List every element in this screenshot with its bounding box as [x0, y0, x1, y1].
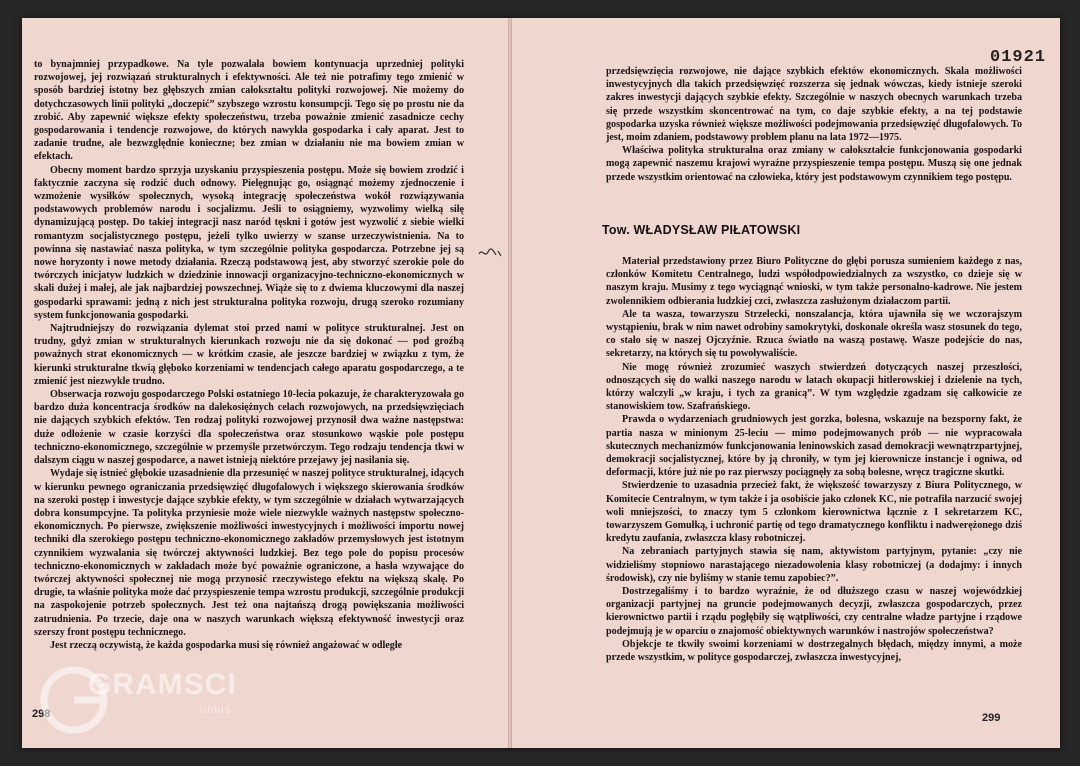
right-page-text-top	[606, 65, 1022, 184]
paragraph: Najtrudniejszy do rozwiązania dylemat stoi przed nami w polityce strukturalnej. Jest on trudny, gdyż zmian w strukturalnych kierunkach rozwoju nie da się dokonać — pod groźbą poważnych strat ekonomicznych — w krótkim czasie, ale jeszcze bardziej w związku z tym, że kierunki strukturalne tkwią głęboko korzeniami w tendencjach całego aparatu gospodarczego, a te zmienić jest niezwykle trudno.	[34, 323, 464, 387]
speaker-heading: Tow. WŁADYSŁAW PIŁATOWSKI	[602, 223, 801, 237]
paragraph: Obecny moment bardzo sprzyja uzyskaniu przyspieszenia postępu. Może się bowiem zrodzić i faktycznie zaczyna się rodzić duch odnowy. Pielęgnując go, osiągnąć możemy zjednoczenie i wzmożenie wysiłków społecznych, wysoką integrację społeczeństwa wokół rozwiązywania podstawowych problemów narodu i socjalizmu. Jeśli to osiągniemy, wyzwolimy wielką siłę dynamizującą postęp. Do takiej integracji nasz naród tęskni i gotów jest wyzwolić z siebie wielki romantyzm socjalistycznego postępu, jeżeli tylko uwierzy w szanse urzeczywistnienia. Na to powinna się nastawiać nasza polityka, w tym szczególnie polityka gospodarcza. Potrzebne jej są nowe horyzonty i nowe metody działania. Rzeczą podstawową jest, aby stworzyć szerokie pole do twórczych inicjatyw ludzkich w dziedzinie innowacji organizacyjno-techniczno-ekonomicznych w skali dużej i małej, ale jak najbardziej powszechnej. Wiąże się to z dwiema kluczowymi dla naszej gospodarki sprawami: jedną z nich jest strukturalna polityka rozwoju, drugą szeroko rozumiany system funkcjonowania gospodarki.	[34, 164, 464, 321]
right-page	[510, 18, 1060, 748]
paragraph: Obserwacja rozwoju gospodarczego Polski ostatniego 10-lecia pokazuje, że charakteryzowała go bardzo duża koncentracja środków na dalekosiężnych celach rozwojowych, na przedsięwzięciach nie dających szybkich efektów. Ten rodzaj polityki rozwojowej przynosił dwa ważne następstwa: duże odłożenie w czasie korzyści dla społeczeństwa oraz stosunkowo wąskie pole postępu techniczno-ekonomicznego, szczególnie w przemyśle przetwórczym. Tego rodzaju tendencja tkwi w dalszym ciągu w naszej gospodarce, a nawet istnieją niektóre przejawy jej nasilania się.	[34, 389, 464, 467]
paragraph: Właściwa polityka strukturalna oraz zmiany w całokształcie funkcjonowania gospodarki mogą zapewnić naszemu krajowi wyraźne przyspieszenie tempa postępu. Muszą się one jednak przede wszystkim orientować na człowieka, który jest podstawowym czynnikiem tego postępu.	[606, 145, 1022, 183]
document-spread	[22, 18, 1060, 748]
paragraph: Objekcje te tkwiły swoimi korzeniami w dostrzegalnych błędach, między innymi, a może przede wszystkim, w polityce gospodarczej, zwłaszcza inwestycyjnej,	[606, 638, 1022, 664]
paragraph: Jest rzeczą oczywistą, że każda gospodarka musi się również angażować w odległe	[50, 639, 403, 651]
paragraph: Stwierdzenie to uzasadnia przecież fakt, że większość towarzyszy z Biura Politycznego, w Komitecie Centralnym, w tym także i ja osobiście jako członek KC, nie potrafiła narzucić swojej woli mniejszości, to znaczy tym 5 członkom kierownictwa łącznie z I sekretarzem KC, towarzyszem Gomułką, i uchronić partię od tego dramatycznego konfliktu i nadwerężonego dziś kredytu zaufania, zwłaszcza klasy robotniczej.	[606, 480, 1022, 545]
left-page	[22, 18, 510, 748]
watermark-brand: GRAMSCI	[88, 668, 237, 701]
paragraph: przedsięwzięcia rozwojowe, nie dające szybkich efektów ekonomicznych. Skala możliwości inwestycyjnych dla takich przedsięwzięć rozszerza się jednak wówczas, kiedy istnieje szeroki zakres inwestycji dających szybkie efekty. Szczególnie w naszych obecnych warunkach trzeba się przede wszystkim skoncentrować na tym, co daje szybkie efekty, a na tej podstawie gospodarka uzyska również większe możliwości podejmowania przedsięwzięć długofalowych. To jest, moim zdaniem, podstawowy problem planu na lata 1972—1975.	[606, 66, 1022, 144]
paragraph: Na zebraniach partyjnych stawia się nam, aktywistom partyjnym, pytanie: „czy nie widzieliśmy stopniowo narastającego niezadowolenia klasy robotniczej (a dodajmy: i innych środowisk), czy nie byliśmy w stanie temu zapobiec?”.	[606, 546, 1022, 584]
paragraph: Dostrzegaliśmy i to bardzo wyraźnie, że od dłuższego czasu w naszej wojewódzkiej organizacji partyjnej na gruncie podejmowanych decyzji, zwłaszcza gospodarczych, przez kierownictwo partii i rządu pogłębiły się wątpliwości, czy centralne władze partyjne i rządowe podejmują je w oparciu o znajomość obiektywnych warunków i nastrojów społeczeństwa?	[606, 586, 1022, 637]
right-page-text-bottom	[606, 255, 1022, 664]
archive-stamp: 01921	[990, 48, 1047, 67]
handwritten-mark-icon	[477, 246, 503, 260]
paragraph: Materiał przedstawiony przez Biuro Polityczne do głębi porusza sumieniem każdego z nas, członków Komitetu Centralnego, ludzi współodpowiedzialnych za wszystko, co dzieje się w naszym kraju. Musimy z tego wyciągnąć wnioski, w tym także personalno-kadrowe. Nie jestem zwolennikiem odbierania ludzkiej czci, zwłaszcza zasłużonym działaczom partii.	[606, 256, 1022, 307]
paragraph: Nie mogę również zrozumieć waszych stwierdzeń dotyczących naszej przeszłości, odnoszących się do walki naszego narodu w latach okupacji hitlerowskiej i dzielenie na tych, którzy walczyli „w kraju, i tych za granicą”. W tym względzie zgadzam się całkowicie ze stanowiskiem tow. Szafrańskiego.	[606, 361, 1022, 413]
watermark-sub: onlus	[200, 704, 232, 716]
paragraph: Prawda o wydarzeniach grudniowych jest gorzka, bolesna, wskazuje na bezsporny fakt, że partia nasza w minionym 25-leciu — mimo podejmowanych prób — nie wypracowała skutecznych mechanizmów funkcjonowania leninowskich zasad demokracji wewnątrzpartyjnej, demokracji socjalistycznej, które by ją chroniły, w tym jej kierownicze instancje i ogniwa, od deformacji, które już nie po raz pierwszy pociągnęły za sobą bolesne, wręcz tragiczne skutki.	[606, 414, 1022, 479]
paragraph: to bynajmniej przypadkowe. Na tyle pozwalała bowiem kontynuacja uprzedniej polityki rozwojowej, jej rozwiązań strukturalnych i efektywności. Ale też nie potrafimy tego zmienić w sposób bardziej istotny bez głębszych zmian całokształtu polityki rozwojowej. Nie możemy do dotychczasowych linii polityki „doczepić” szybszego wzrostu konsumpcji. Tego się po prostu nie da zrobić. Aby zapewnić większe efekty społeczeństwu, trzeba poważnie zmienić zasadnicze cechy gospodarowania i tendencje rozwojowe, do których nawykła gospodarka i cały aparat. Jest to zadanie trudne, ale bezwzględnie konieczne; bez zmian w działaniu nie ma bowiem zmian w efektach.	[34, 59, 464, 163]
left-page-number: 298	[32, 708, 51, 720]
paragraph: Wydaje się istnieć głębokie uzasadnienie dla przesunięć w naszej polityce strukturalnej, idących w kierunku pewnego ograniczania przedsięwzięć długofalowych i większego skierowania środków na szeroki postęp i inwestycje dające szybkie efekty, w tym szczególnie w działach wytwarzających dobra konsumpcyjne. Ta polityka przyniesie może wiele niezwykle ważnych następstw społeczno-ekonomicznych. Po pierwsze, zwiększenie możliwości inwestycyjnych i możliwości importu nowej techniki dla szerokiego postępu techniczno-ekonomicznego zakładów przemysłowych jest istotnym czynnikiem wyzwalania się twórczej aktywności ludzkiej. Bez tego pole do popisu procesów techniczno-ekonomicznych w zakładach może być poważnie ograniczone, a hasła wzywające do twórczej aktywności społecznej nie mogą przynosić rzeczywistego efektu na większą skalę. Po drugie, ta właśnie polityka może dać przyspieszenie tempa wzrostu produkcji, szczególnie produkcji na zaspokojenie potrzeb społecznych. Jest też ona najtańszą drogą powiększania możliwości zatrudnienia. Po trzecie, daje ona w naszych warunkach większą efektywność inwestycji oraz szerszy front postępu technicznego.	[34, 468, 464, 638]
left-page-text	[34, 58, 464, 652]
right-page-number: 299	[982, 712, 1001, 724]
paragraph: Ale ta wasza, towarzyszu Strzelecki, nonszalancja, która ujawniła się we wczorajszym wystąpieniu, brak w nim nawet odrobiny samokrytyki, doskonale określa wasz stosunek do tego, co stało się w naszej Ojczyźnie. Rzuca światło na waszą postawę. Wasze podejście do nas, sekretarzy, na których się tu powoływaliście.	[606, 308, 1022, 360]
